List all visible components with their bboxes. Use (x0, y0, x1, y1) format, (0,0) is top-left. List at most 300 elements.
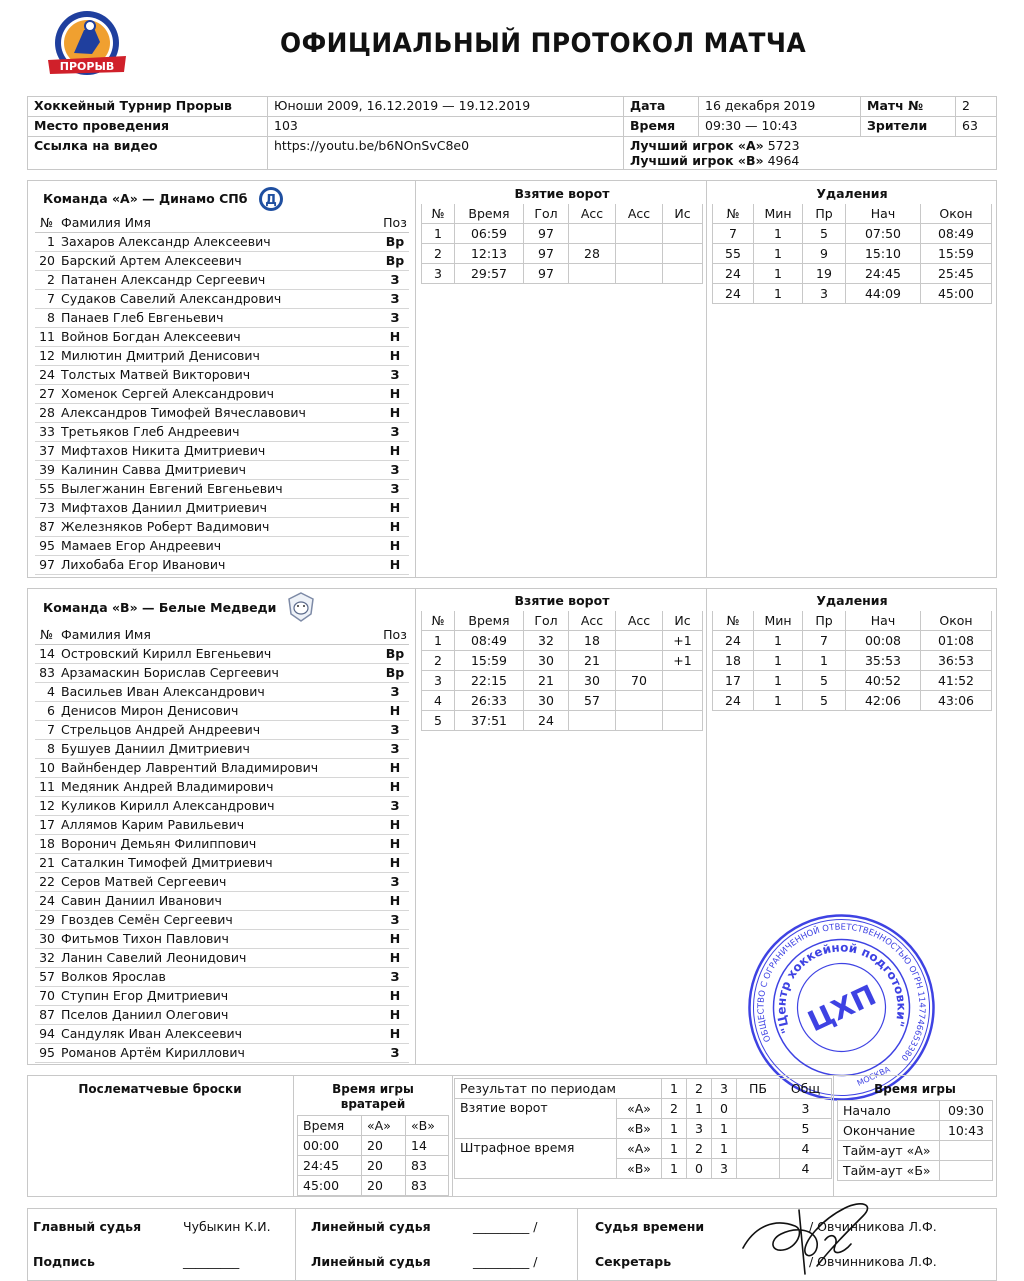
table-row (713, 284, 992, 304)
table-cell: 15:59 (921, 244, 992, 264)
table-cell: 37:51 (455, 711, 524, 731)
table-cell: 07:50 (846, 224, 921, 244)
player-row (35, 499, 409, 518)
secretary-label: Секретарь (595, 1254, 672, 1269)
player-name: Ступин Егор Дмитриевич (61, 988, 229, 1003)
goalie-col-b: «В» (406, 1116, 449, 1136)
player-position: З (390, 310, 400, 325)
player-name: Мифтахов Даниил Дмитриевич (61, 500, 267, 515)
table-cell (616, 651, 663, 671)
player-number: 20 (39, 253, 55, 268)
column-header: Время (455, 611, 524, 631)
table-row (422, 244, 703, 264)
timekeeper-value: / Овчинникова Л.Ф. (809, 1219, 937, 1234)
player-name: Медяник Андрей Владимирович (61, 779, 274, 794)
table-cell: 41:52 (921, 671, 992, 691)
tournament-logo (44, 8, 130, 78)
table-cell: 08:49 (921, 224, 992, 244)
table-cell: 35:53 (846, 651, 921, 671)
player-row (35, 1044, 409, 1063)
player-position: Н (389, 1007, 401, 1022)
player-number: 6 (47, 703, 55, 718)
table-cell (616, 631, 663, 651)
period-cell: 1 (687, 1099, 712, 1119)
period-cell: 1 (712, 1119, 737, 1139)
player-position: Н (389, 703, 401, 718)
roster-col-name: Фамилия Имя (61, 627, 151, 642)
table-cell: 15:10 (846, 244, 921, 264)
column-header: Ис (663, 611, 703, 631)
shootouts-title: Послематчевые броски (78, 1082, 242, 1096)
player-row (35, 271, 409, 290)
period-cell: 0 (712, 1099, 737, 1119)
line-referee-2-label: Линейный судья (311, 1254, 431, 1269)
match-info-table (27, 96, 997, 170)
table-cell: 21 (524, 671, 569, 691)
player-number: 70 (39, 988, 55, 1003)
player-number: 73 (39, 500, 55, 515)
polar-bear-emblem-icon (287, 592, 315, 625)
timeout-a-value (940, 1141, 993, 1161)
team-a-goals (421, 184, 703, 284)
table-cell: 36:53 (921, 651, 992, 671)
period-cell: 5 (780, 1119, 832, 1139)
main-referee-label: Главный судья (33, 1219, 142, 1234)
table-row (713, 631, 992, 651)
best-player-b (630, 153, 990, 168)
goalie-cell: 20 (362, 1156, 406, 1176)
period-col-header: 1 (662, 1079, 687, 1099)
player-position: Н (389, 500, 401, 515)
player-name: Вайнбендер Лаврентий Владимирович (61, 760, 319, 775)
table-header-row (422, 204, 703, 224)
table-cell (569, 224, 616, 244)
table-cell: 1 (803, 651, 846, 671)
goalie-cell: 45:00 (298, 1176, 362, 1196)
player-name: Александров Тимофей Вячеславович (61, 405, 306, 420)
player-row (35, 461, 409, 480)
player-position: Н (389, 893, 401, 908)
player-number: 7 (47, 291, 55, 306)
goalie-cell: 24:45 (298, 1156, 362, 1176)
player-row (35, 797, 409, 816)
player-row (35, 816, 409, 835)
tournament-label: Хоккейный Турнир Прорыв (28, 97, 268, 117)
period-col-header: ПБ (737, 1079, 780, 1099)
player-row (35, 385, 409, 404)
player-name: Бушуев Даниил Дмитриевич (61, 741, 250, 756)
player-position: З (390, 462, 400, 477)
period-row-label: Взятие ворот (455, 1099, 617, 1139)
player-row (35, 423, 409, 442)
table-cell: 24:45 (846, 264, 921, 284)
table-row (713, 671, 992, 691)
player-row (35, 702, 409, 721)
table-cell: 26:33 (455, 691, 524, 711)
player-number: 24 (39, 367, 55, 382)
svg-text:ЦХП: ЦХП (802, 978, 882, 1039)
player-number: 24 (39, 893, 55, 908)
player-number: 8 (47, 310, 55, 325)
column-header: Пр (803, 204, 846, 224)
player-row (35, 645, 409, 664)
column-header: № (713, 204, 754, 224)
player-name: Третьяков Глеб Андреевич (61, 424, 240, 439)
player-number: 14 (39, 646, 55, 661)
player-row (35, 892, 409, 911)
player-position: Вр (385, 253, 405, 268)
table-cell: 4 (422, 691, 455, 711)
table-cell: 21 (569, 651, 616, 671)
table-cell: 30 (569, 671, 616, 691)
table-cell: 1 (754, 244, 803, 264)
column-header: Пр (803, 611, 846, 631)
period-cell: 1 (712, 1139, 737, 1159)
period-cell: 3 (687, 1119, 712, 1139)
column-header: Гол (524, 204, 569, 224)
player-position: Н (389, 443, 401, 458)
table-cell: 42:06 (846, 691, 921, 711)
table-header-row (713, 204, 992, 224)
period-cell: 3 (780, 1099, 832, 1119)
table-cell (663, 244, 703, 264)
table-row (713, 224, 992, 244)
table-cell: 24 (524, 711, 569, 731)
player-name: Островский Кирилл Евгеньевич (61, 646, 272, 661)
column-header: Окон (921, 611, 992, 631)
player-position: Н (389, 557, 401, 572)
table-cell (616, 244, 663, 264)
period-cell (737, 1139, 780, 1159)
table-cell: 24 (713, 284, 754, 304)
table-row (422, 671, 703, 691)
penalties-title: Удаления (816, 186, 888, 201)
game-start-value: 09:30 (940, 1101, 993, 1121)
game-time-title: Время игры (874, 1082, 956, 1096)
best-player-a-label: Лучший игрок «A» (630, 138, 764, 153)
player-row (35, 290, 409, 309)
player-row (35, 759, 409, 778)
player-position: Н (389, 519, 401, 534)
table-row (713, 244, 992, 264)
penalties-table (712, 204, 992, 304)
table-cell: 70 (616, 671, 663, 691)
period-team-mark: «А» (617, 1139, 662, 1159)
table-cell: 29:57 (455, 264, 524, 284)
table-row (422, 651, 703, 671)
venue-value: 103 (268, 117, 624, 137)
period-col-header: 3 (712, 1079, 737, 1099)
player-name: Стрельцов Андрей Андреевич (61, 722, 261, 737)
table-cell: 18 (713, 651, 754, 671)
player-name: Захаров Александр Алексеевич (61, 234, 271, 249)
column-header: № (422, 611, 455, 631)
table-cell: 15:59 (455, 651, 524, 671)
player-position: Н (389, 855, 401, 870)
column-header: Время (455, 204, 524, 224)
table-cell: 24 (713, 691, 754, 711)
player-position: Н (389, 779, 401, 794)
player-number: 2 (47, 272, 55, 287)
player-number: 11 (39, 329, 55, 344)
player-name: Савин Даниил Иванович (61, 893, 222, 908)
goalie-row (298, 1156, 449, 1176)
table-row (422, 691, 703, 711)
player-position: Н (389, 950, 401, 965)
table-cell: 1 (422, 631, 455, 651)
team-b-penalties (712, 591, 992, 711)
svg-text:ПРОРЫВ: ПРОРЫВ (59, 60, 115, 73)
player-row (35, 309, 409, 328)
player-position: Вр (385, 234, 405, 249)
column-header: Нач (846, 204, 921, 224)
player-number: 4 (47, 684, 55, 699)
table-row (422, 224, 703, 244)
game-time-table (837, 1100, 993, 1181)
player-position: Н (389, 931, 401, 946)
column-header: Асс (569, 611, 616, 631)
roster-col-name: Фамилия Имя (61, 215, 151, 230)
team-a-roster (35, 214, 409, 575)
line-referee-value: _________ / (473, 1219, 538, 1234)
column-header: Асс (569, 204, 616, 224)
player-position: Вр (385, 665, 405, 680)
player-row (35, 987, 409, 1006)
table-cell: 17 (713, 671, 754, 691)
player-number: 30 (39, 931, 55, 946)
player-number: 55 (39, 481, 55, 496)
secretary-value: / Овчинникова Л.Ф. (809, 1254, 937, 1269)
period-cell: 2 (687, 1139, 712, 1159)
player-number: 12 (39, 798, 55, 813)
column-header: Нач (846, 611, 921, 631)
goalie-cell: 14 (406, 1136, 449, 1156)
table-row (422, 264, 703, 284)
player-number: 28 (39, 405, 55, 420)
player-position: З (390, 798, 400, 813)
roster-col-position: Поз (383, 627, 407, 642)
table-row (422, 631, 703, 651)
table-cell: 3 (422, 671, 455, 691)
player-row (35, 1006, 409, 1025)
column-header: Ис (663, 204, 703, 224)
video-label: Ссылка на видео (28, 137, 268, 170)
player-number: 94 (39, 1026, 55, 1041)
table-cell: +1 (663, 651, 703, 671)
video-link[interactable]: https://youtu.be/b6NOnSvC8e0 (268, 137, 624, 170)
period-cell (737, 1159, 780, 1179)
player-position: Н (389, 348, 401, 363)
player-row (35, 778, 409, 797)
goalie-time-title (296, 1082, 450, 1112)
player-row (35, 740, 409, 759)
player-number: 29 (39, 912, 55, 927)
goals-title: Взятие ворот (514, 593, 610, 608)
table-cell: 40:52 (846, 671, 921, 691)
timeout-b-label: Тайм-аут «Б» (838, 1161, 940, 1181)
period-row (455, 1099, 832, 1119)
table-cell: 97 (524, 264, 569, 284)
player-name: Денисов Мирон Денисович (61, 703, 239, 718)
line-referee-2-value: _________ / (473, 1254, 538, 1269)
table-cell: 97 (524, 224, 569, 244)
period-col-header: 2 (687, 1079, 712, 1099)
player-position: З (390, 291, 400, 306)
table-cell: 00:08 (846, 631, 921, 651)
player-position: Н (389, 1026, 401, 1041)
player-name: Вылегжанин Евгений Евгеньевич (61, 481, 283, 496)
player-position: Н (389, 386, 401, 401)
roster-col-number: № (40, 215, 54, 230)
player-name: Милютин Дмитрий Денисович (61, 348, 260, 363)
goalie-time-title-line1: Время игры (332, 1082, 414, 1096)
line-referee-label: Линейный судья (311, 1219, 431, 1234)
table-row (713, 264, 992, 284)
period-row-label: Штрафное время (455, 1139, 617, 1179)
table-cell: 57 (569, 691, 616, 711)
player-position: Н (389, 817, 401, 832)
period-cell: 4 (780, 1139, 832, 1159)
table-cell: 01:08 (921, 631, 992, 651)
player-name: Воронич Демьян Филиппович (61, 836, 257, 851)
player-row (35, 683, 409, 702)
timekeeper-label: Судья времени (595, 1219, 705, 1234)
player-position: Н (389, 538, 401, 553)
page-title: ОФИЦИАЛЬНЫЙ ПРОТОКОЛ МАТЧА (280, 28, 807, 59)
player-number: 32 (39, 950, 55, 965)
date-label: Дата (624, 97, 699, 117)
player-row (35, 721, 409, 740)
best-player-b-label: Лучший игрок «B» (630, 153, 764, 168)
period-team-mark: «В» (617, 1159, 662, 1179)
table-cell: 1 (754, 651, 803, 671)
goalie-row (298, 1136, 449, 1156)
player-number: 57 (39, 969, 55, 984)
venue-label: Место проведения (28, 117, 268, 137)
table-cell: 1 (422, 224, 455, 244)
player-row (35, 930, 409, 949)
table-cell: 1 (754, 264, 803, 284)
table-cell: 44:09 (846, 284, 921, 304)
table-cell: 3 (803, 284, 846, 304)
player-number: 37 (39, 443, 55, 458)
table-cell: 22:15 (455, 671, 524, 691)
player-name: Пселов Даниил Олегович (61, 1007, 229, 1022)
period-cell: 4 (780, 1159, 832, 1179)
player-row (35, 968, 409, 987)
player-row (35, 911, 409, 930)
goalie-cell: 83 (406, 1156, 449, 1176)
date-value: 16 декабря 2019 (699, 97, 861, 117)
player-number: 95 (39, 1045, 55, 1060)
table-cell (569, 264, 616, 284)
player-position: З (390, 684, 400, 699)
table-cell: 3 (422, 264, 455, 284)
period-team-mark: «В» (617, 1119, 662, 1139)
player-row (35, 252, 409, 271)
player-position: З (390, 969, 400, 984)
goalie-cell: 00:00 (298, 1136, 362, 1156)
player-number: 11 (39, 779, 55, 794)
goalie-header-row (298, 1116, 449, 1136)
player-row (35, 1025, 409, 1044)
period-cell: 2 (662, 1099, 687, 1119)
player-name: Хоменок Сергей Александрович (61, 386, 274, 401)
player-row (35, 480, 409, 499)
player-row (35, 404, 409, 423)
period-col-header: Общ (780, 1079, 832, 1099)
player-name: Ланин Савелий Леонидович (61, 950, 247, 965)
player-position: Н (389, 329, 401, 344)
column-header: Окон (921, 204, 992, 224)
player-row (35, 347, 409, 366)
table-cell: +1 (663, 631, 703, 651)
svg-text:ОБЩЕСТВО С ОГРАНИЧЕННОЙ ОТВЕТС: ОБЩЕСТВО С ОГРАНИЧЕННОЙ ОТВЕТСТВЕННОСТЬЮ ОГРН 1147746653380 (756, 922, 927, 1063)
period-cell: 1 (662, 1139, 687, 1159)
goalie-time-title-line2: вратарей (340, 1097, 406, 1111)
table-cell: 1 (754, 671, 803, 691)
player-number: 8 (47, 741, 55, 756)
player-position: З (390, 424, 400, 439)
table-row (422, 711, 703, 731)
player-number: 1 (47, 234, 55, 249)
goalie-cell: 83 (406, 1176, 449, 1196)
main-referee-value: Чубыкин К.И. (183, 1219, 271, 1234)
svg-text:"Центр хоккейной подготовки": "Центр хоккейной подготовки" (774, 940, 909, 1036)
player-number: 7 (47, 722, 55, 737)
player-row (35, 537, 409, 556)
player-row (35, 328, 409, 347)
table-cell (569, 711, 616, 731)
period-cell: 0 (687, 1159, 712, 1179)
period-cell: 1 (662, 1159, 687, 1179)
time-value: 09:30 — 10:43 (699, 117, 861, 137)
table-cell (616, 264, 663, 284)
player-name: Мамаев Егор Андреевич (61, 538, 222, 553)
table-cell: 24 (713, 264, 754, 284)
signature-label: Подпись (33, 1254, 95, 1269)
period-results-table (454, 1078, 832, 1179)
player-position: Н (389, 405, 401, 420)
player-row (35, 518, 409, 537)
player-name: Толстых Матвей Викторович (61, 367, 251, 382)
table-cell (663, 264, 703, 284)
svg-text:Д: Д (265, 193, 277, 208)
table-cell (616, 224, 663, 244)
player-position: З (390, 272, 400, 287)
table-header-row (422, 611, 703, 631)
player-position: Н (389, 836, 401, 851)
table-cell: 30 (524, 651, 569, 671)
table-row (713, 651, 992, 671)
period-title: Результат по периодам (455, 1079, 662, 1099)
table-cell (663, 224, 703, 244)
table-cell (616, 711, 663, 731)
table-cell: 45:00 (921, 284, 992, 304)
column-header: Асс (616, 611, 663, 631)
player-number: 95 (39, 538, 55, 553)
table-cell: 1 (754, 691, 803, 711)
period-header-row (455, 1079, 832, 1099)
player-number: 97 (39, 557, 55, 572)
player-name: Куликов Кирилл Александрович (61, 798, 275, 813)
table-cell: 32 (524, 631, 569, 651)
column-header: № (422, 204, 455, 224)
table-cell: 1 (754, 631, 803, 651)
player-position: З (390, 741, 400, 756)
team-b-roster (35, 626, 409, 1063)
roster-col-number: № (40, 627, 54, 642)
